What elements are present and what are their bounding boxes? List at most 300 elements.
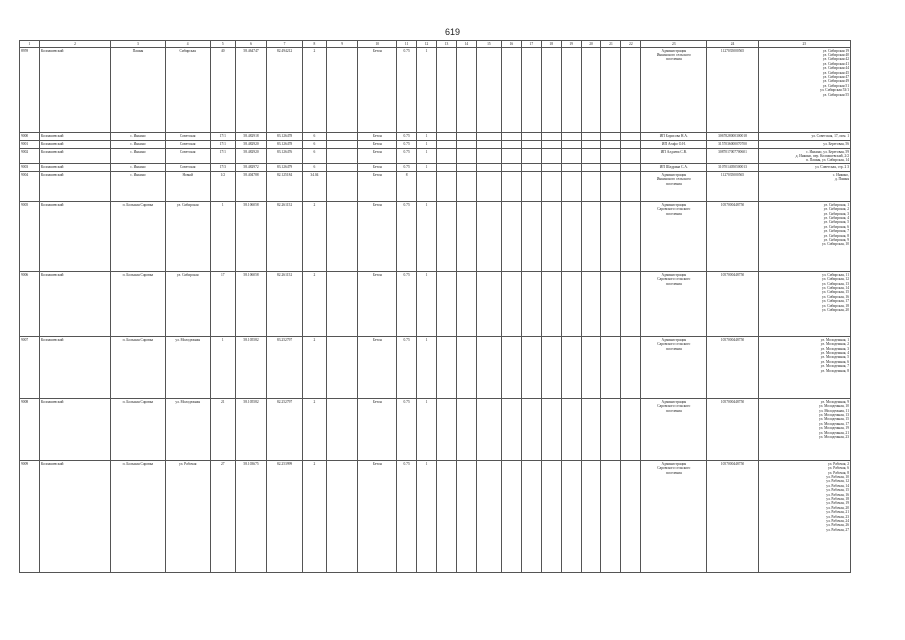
cell-line: ул. Советская, стр. 2 3 (815, 164, 849, 169)
table-cell: 1057000448750 (707, 461, 758, 573)
table-cell: 6 (302, 164, 326, 172)
table-cell (501, 172, 521, 202)
table-cell: 1 (417, 337, 437, 399)
cell-line: ул. Рабочая, 14 (826, 483, 849, 488)
table-cell: 0.75 (397, 133, 417, 141)
table-cell: 9005 (20, 202, 40, 272)
table-cell: 83.252797 (267, 337, 303, 399)
table-cell (641, 272, 707, 337)
table-cell: 58.482972 (235, 164, 266, 172)
table-cell (326, 133, 357, 141)
cell-line: ул. Рабочая, 10 (826, 474, 849, 479)
table-cell (501, 149, 521, 164)
table-cell: 1127035000565 (707, 172, 758, 202)
table-cell: Бетон (358, 48, 397, 133)
table-cell (456, 202, 476, 272)
cell-line: ул. Рабочая, 8 (827, 470, 849, 475)
cell-line: Администрация (661, 48, 687, 53)
table-cell (437, 202, 457, 272)
table-row (20, 202, 851, 272)
cell-line: Саровского сельского (657, 277, 691, 282)
column-number: 12 (417, 41, 437, 48)
table-cell (641, 461, 707, 573)
cell-line: ул. Молодежная, 5 (820, 355, 849, 360)
table-cell (501, 133, 521, 141)
cell-line: ул. Молодежная, 23 (818, 434, 849, 439)
cell-line: ул. Молодежная, 3 (820, 346, 849, 351)
cell-line: ул. Рабочая, 2 (827, 461, 849, 466)
table-cell: ул. Сибирская (165, 272, 210, 337)
table-cell: Колпашевский (39, 399, 110, 461)
table-cell: 1 (417, 272, 437, 337)
cell-line: ул. Сибирская, 11 (822, 272, 849, 277)
table-cell: Колпашевский (39, 48, 110, 133)
table-cell: с. Инкино (111, 141, 165, 149)
table-row (20, 48, 851, 133)
cell-line: ул. Сибирская 44 (822, 66, 849, 71)
cell-line: ул. Молодежная, 1 (820, 337, 849, 342)
table-cell: 1 (417, 202, 437, 272)
table-cell (758, 272, 850, 337)
table-cell (456, 48, 476, 133)
table-cell: 27 (210, 461, 235, 573)
table-cell: Бетон (358, 337, 397, 399)
table-cell (621, 149, 641, 164)
table-cell: 1057000448750 (707, 202, 758, 272)
table-cell (581, 48, 601, 133)
table-cell (621, 272, 641, 337)
table-cell (601, 337, 621, 399)
cell-line: ул. Сибирская, 4 (823, 215, 849, 220)
table-cell: 3157036000070700 (707, 141, 758, 149)
cell-line: Администрация (661, 399, 687, 404)
table-row (20, 164, 851, 172)
cell-line: Администрация (661, 272, 687, 277)
cell-line: Администрация (661, 202, 687, 207)
table-row (20, 141, 851, 149)
table-cell: Сибирская (165, 48, 210, 133)
table-cell: 58.482920 (235, 149, 266, 164)
table-cell: 83.126479 (267, 164, 303, 172)
cell-line: ул. Рабочая, 15 (826, 488, 849, 493)
table-cell: 34.04 (302, 172, 326, 202)
table-cell (641, 164, 707, 172)
table-row (20, 461, 851, 573)
column-number: 21 (601, 41, 621, 48)
table-cell (521, 141, 541, 149)
table-row (20, 399, 851, 461)
column-number: 22 (621, 41, 641, 48)
cell-line: ул. Сибирская, 14 (821, 285, 849, 290)
cell-line: ул. Советская, 17, пом. 1 (811, 133, 849, 138)
column-number: 23 (641, 41, 707, 48)
table-cell (541, 461, 561, 573)
table-cell: 9004 (20, 172, 40, 202)
cell-line: ИП Борисова Н.А. (659, 133, 688, 138)
table-cell: 2 (302, 202, 326, 272)
table-cell (541, 48, 561, 133)
table-cell: 3067828000300018 (707, 133, 758, 141)
table-cell: 0.75 (397, 399, 417, 461)
table-cell: 82.253999 (267, 461, 303, 573)
table-cell (456, 149, 476, 164)
table-cell (581, 461, 601, 573)
table-cell (437, 272, 457, 337)
cell-line: Саровского сельского (657, 466, 691, 471)
table-cell (758, 172, 850, 202)
cell-line: ул. Сибирская 41 (822, 61, 849, 66)
table-cell: 1 (417, 133, 437, 141)
cell-line: ул. Сибирская 19 (822, 48, 849, 53)
cell-line: поселения (665, 281, 682, 286)
cell-line: ул. Молодежная, 9 (820, 399, 849, 404)
table-cell: 82.261152 (267, 202, 303, 272)
cell-line: ул. Молодежная, 8 (820, 368, 849, 373)
table-cell (521, 272, 541, 337)
table-cell: 3087017007700601 (707, 149, 758, 164)
cell-line: Администрация (661, 337, 687, 342)
table-cell: 1 (417, 399, 437, 461)
table-cell: Колпашевский (39, 164, 110, 172)
cell-line: Инкинского сельского (656, 52, 691, 57)
table-cell (621, 202, 641, 272)
table-cell (541, 141, 561, 149)
cell-line: поселения (665, 346, 682, 351)
table-cell (621, 399, 641, 461)
cell-line: ул. Сибирская, 17 (821, 299, 849, 304)
cell-line: ул. Сибирская, 6 (823, 224, 849, 229)
table-cell (476, 399, 501, 461)
cell-line: ул. Сибирская, 7 (823, 229, 849, 234)
table-cell (476, 272, 501, 337)
table-cell (501, 141, 521, 149)
cell-line: ИП Шадрина С.А. (659, 164, 688, 169)
column-number: 13 (437, 41, 457, 48)
table-cell (326, 141, 357, 149)
table-cell: 58.482920 (235, 141, 266, 149)
table-cell: 3107014050500013 (707, 164, 758, 172)
table-cell (758, 202, 850, 272)
table-cell (501, 202, 521, 272)
table-cell: Колпашевский (39, 272, 110, 337)
table-cell (601, 399, 621, 461)
table-cell (541, 337, 561, 399)
table-cell (621, 164, 641, 172)
table-cell: 0.75 (397, 461, 417, 573)
table-cell: 8 (397, 172, 417, 202)
table-cell: Советская (165, 141, 210, 149)
table-cell: 58.105582 (235, 337, 266, 399)
table-cell (476, 164, 501, 172)
table-cell (456, 133, 476, 141)
table-cell (561, 272, 581, 337)
table-cell (326, 461, 357, 573)
cell-line: ул. Сибирская, 10 (821, 242, 849, 247)
table-cell: с. Инкино (111, 133, 165, 141)
cell-line: ул. Сибирская 51 (822, 83, 849, 88)
table-cell: 1 (417, 48, 437, 133)
table-cell (541, 133, 561, 141)
table-cell: Новый (165, 172, 210, 202)
table-cell: 0.75 (397, 272, 417, 337)
table-cell: 17/1 (210, 133, 235, 141)
table-cell (758, 141, 850, 149)
table-cell (476, 149, 501, 164)
cell-line: ул. Молодежная, 21 (818, 430, 849, 435)
table-cell (581, 149, 601, 164)
table-cell (501, 48, 521, 133)
table-cell: 58.404788 (235, 172, 266, 202)
table-cell (326, 399, 357, 461)
table-cell (456, 399, 476, 461)
table-cell: 2 (302, 337, 326, 399)
table-cell (581, 141, 601, 149)
table-cell (758, 164, 850, 172)
table-cell (758, 399, 850, 461)
table-cell: п. Большая Саровка (111, 337, 165, 399)
table-cell: Колпашевский (39, 172, 110, 202)
table-cell (621, 48, 641, 133)
cell-line: ул. Молодежная, 10 (818, 404, 849, 409)
column-number: 4 (165, 41, 210, 48)
cell-line: ул. Рабочая, 20 (826, 505, 849, 510)
cell-line: ул. Сибирская, 18 (821, 303, 849, 308)
table-cell: 17/3 (210, 164, 235, 172)
table-cell (561, 172, 581, 202)
table-cell (437, 399, 457, 461)
table-cell (501, 337, 521, 399)
cell-line: ул. Сибирская, 16 (821, 294, 849, 299)
table-cell: 1 (417, 149, 437, 164)
table-cell (601, 48, 621, 133)
table-cell: 1127035000565 (707, 48, 758, 133)
table-cell (326, 48, 357, 133)
table-cell: Бетон (358, 399, 397, 461)
cell-line: п. Пашня, ул. Сибирская, 14 (805, 158, 849, 163)
table-cell (476, 202, 501, 272)
table-cell (541, 272, 561, 337)
table-cell (476, 133, 501, 141)
cell-line: ул. Сибирская 40 (822, 52, 849, 57)
cell-line: ул. Сибирская, 1 (823, 202, 849, 207)
table-cell: Бетон (358, 133, 397, 141)
table-cell: Бетон (358, 172, 397, 202)
table-row (20, 133, 851, 141)
table-cell (437, 461, 457, 573)
table-cell: 9009 (20, 461, 40, 573)
table-cell (326, 337, 357, 399)
table-cell: Бетон (358, 202, 397, 272)
table-cell (641, 48, 707, 133)
registry-table (19, 40, 851, 573)
table-cell (601, 272, 621, 337)
column-number: 9 (326, 41, 357, 48)
table-cell (437, 164, 457, 172)
table-cell: Бетон (358, 461, 397, 573)
table-cell: Бетон (358, 272, 397, 337)
table-cell: 1 (417, 461, 437, 573)
table-cell: 9000 (20, 133, 40, 141)
table-cell: 1 (417, 141, 437, 149)
table-cell: ул. Молодежная (165, 399, 210, 461)
table-cell (601, 172, 621, 202)
table-cell: п. Большая Саровка (111, 399, 165, 461)
table-cell (621, 172, 641, 202)
table-cell (601, 149, 621, 164)
column-number: 24 (707, 41, 758, 48)
cell-line: ул. Рабочая, 23 (826, 514, 849, 519)
table-cell (456, 337, 476, 399)
column-number: 7 (267, 41, 303, 48)
column-number: 16 (501, 41, 521, 48)
table-cell: 58.464747 (235, 48, 266, 133)
cell-line: поселения (665, 211, 682, 216)
table-cell (437, 133, 457, 141)
column-number-row (20, 41, 851, 48)
cell-line: ул. Сибирская 42 (822, 57, 849, 62)
cell-line: ул. Сибирская, 3 (823, 211, 849, 216)
cell-line: ул. Молодежная, 7 (820, 364, 849, 369)
table-cell (621, 337, 641, 399)
table-cell: Советская (165, 133, 210, 141)
table-cell (501, 272, 521, 337)
table-cell (641, 149, 707, 164)
table-cell: 0.75 (397, 202, 417, 272)
column-number: 2 (39, 41, 110, 48)
table-cell (601, 164, 621, 172)
table-cell: 83.126478 (267, 133, 303, 141)
table-cell (501, 461, 521, 573)
table-cell (541, 399, 561, 461)
table-cell (581, 272, 601, 337)
cell-line: ул. Молодежная, 6 (820, 359, 849, 364)
cell-line: ул. Рабочая, 19 (826, 501, 849, 506)
table-cell: п. Большая Саровка (111, 202, 165, 272)
table-cell (561, 337, 581, 399)
table-cell: Колпашевский (39, 337, 110, 399)
table-cell (437, 172, 457, 202)
table-row (20, 172, 851, 202)
cell-line: ул. Сибирская, 12 (821, 277, 849, 282)
table-cell: п. Большая Саровка (111, 461, 165, 573)
table-cell: Колпашевский (39, 141, 110, 149)
table-cell (758, 48, 850, 133)
table-cell (326, 202, 357, 272)
table-cell: 58.106058 (235, 272, 266, 337)
table-cell (581, 399, 601, 461)
column-number: 20 (581, 41, 601, 48)
column-number: 25 (758, 41, 850, 48)
table-cell (641, 172, 707, 202)
cell-line: поселения (665, 470, 682, 475)
table-cell (601, 133, 621, 141)
table-cell: 1 (210, 202, 235, 272)
table-cell (621, 133, 641, 141)
table-cell: Советская (165, 149, 210, 164)
cell-line: ул. Рабочая, 21 (826, 510, 849, 515)
table-cell (561, 461, 581, 573)
table-cell (641, 133, 707, 141)
table-cell (561, 149, 581, 164)
table-cell: с. Инкино (111, 172, 165, 202)
table-cell (561, 202, 581, 272)
table-cell (581, 202, 601, 272)
table-cell (476, 172, 501, 202)
table-cell (326, 149, 357, 164)
table-cell: 6 (302, 141, 326, 149)
table-cell (521, 48, 541, 133)
column-number: 19 (561, 41, 581, 48)
table-cell: 82.261152 (267, 272, 303, 337)
cell-line: ул. Береговая, 56 (823, 141, 849, 146)
column-number: 18 (541, 41, 561, 48)
table-cell: 1/2 (210, 172, 235, 202)
table-cell (641, 337, 707, 399)
table-cell (456, 172, 476, 202)
table-cell: 9003 (20, 164, 40, 172)
cell-line: ул. Рабочая, 26 (826, 523, 849, 528)
table-cell: ул. Молодежная (165, 337, 210, 399)
cell-line: с. Инкино, (832, 172, 849, 177)
table-cell: Советская (165, 164, 210, 172)
table-cell: 1 (210, 337, 235, 399)
table-cell: 2 (302, 272, 326, 337)
table-cell (541, 164, 561, 172)
table-cell: ул. Сибирская (165, 202, 210, 272)
cell-line: поселения (665, 181, 682, 186)
table-cell: 2 (302, 399, 326, 461)
table-cell: 82.252797 (267, 399, 303, 461)
cell-line: ул. Сибирская, 5 (823, 220, 849, 225)
cell-line: ул. Сибирская, 8 (823, 233, 849, 238)
table-cell: 1057000448750 (707, 272, 758, 337)
cell-line: с. Инкино, ул. Береговая, 59 (806, 149, 849, 154)
table-cell: 1057000448750 (707, 399, 758, 461)
cell-line: ул. Сибирская, 2 (823, 207, 849, 212)
table-cell (456, 164, 476, 172)
cell-line: Саровского сельского (657, 207, 691, 212)
table-cell (561, 133, 581, 141)
table-cell (521, 337, 541, 399)
cell-line: ул. Рабочая, 24 (826, 519, 849, 523)
table-cell: 8959 (20, 48, 40, 133)
cell-line: ул. Молодежная, 13 (818, 412, 849, 417)
table-cell: 0.75 (397, 164, 417, 172)
table-cell: 9001 (20, 141, 40, 149)
table-cell (581, 133, 601, 141)
table-cell: 82.494212 (267, 48, 303, 133)
table-cell: 1 (417, 164, 437, 172)
table-cell: 0.75 (397, 48, 417, 133)
table-cell: Бетон (358, 141, 397, 149)
cell-line: ул. Сибирская, 20 (821, 307, 849, 312)
cell-line: ул. Рабочая, 18 (826, 496, 849, 501)
cell-line: Саровского сельского (657, 404, 691, 409)
table-cell (521, 133, 541, 141)
table-cell: ул. Рабочая (165, 461, 210, 573)
table-cell (601, 141, 621, 149)
table-cell (476, 141, 501, 149)
cell-line: ИП Агафо О.Н. (661, 141, 686, 146)
table-cell (501, 399, 521, 461)
table-cell: 0.75 (397, 141, 417, 149)
cell-line: ул. Сибирская 49 (822, 79, 849, 84)
table-cell: 17/1 (210, 149, 235, 164)
cell-line: д. Пашня (834, 177, 849, 182)
column-number: 15 (476, 41, 501, 48)
table-cell (521, 172, 541, 202)
cell-line: ул. Сибирская, 13 (821, 281, 849, 286)
